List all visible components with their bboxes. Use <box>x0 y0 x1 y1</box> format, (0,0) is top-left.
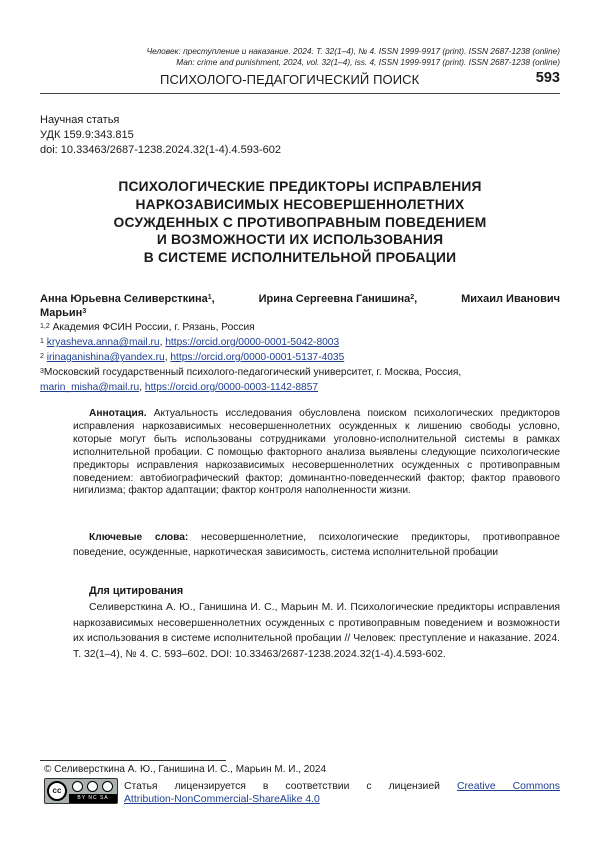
license-link-by-nc-sa[interactable]: Attribution-NonCommercial-ShareAlike 4.0 <box>124 794 320 805</box>
author-2: Ирина Сергеевна Ганишина2, <box>259 292 418 306</box>
header-divider <box>40 93 560 94</box>
contact-1: 1 kryasheva.anna@mail.ru, https://orcid.org/0000-0001-5042-8003 <box>40 335 560 350</box>
author-3-first: Михаил Иванович <box>461 292 560 306</box>
email-link-3[interactable]: marin_misha@mail.ru <box>40 382 139 393</box>
contact-3: marin_misha@mail.ru, https://orcid.org/0000-0003-1142-8857 <box>40 380 560 395</box>
license-link-cc[interactable]: Creative Commons <box>457 781 560 792</box>
orcid-link-3[interactable]: https://orcid.org/0000-0003-1142-8857 <box>145 382 318 393</box>
article-title <box>40 178 560 267</box>
author-1: Анна Юрьевна Селиверсткина1, <box>40 292 215 306</box>
abstract-text: Актуальность исследования обусловлена поиском психологических предикторов исправления наркозависимых несовершеннолетних осужденных к лишению свободы условно, которые могут быть использованы сотрудниками уголовно-исполнительной системы в рамках исполнительной пробации. С помощью факторного анализа выявлены следующие психологические предикторы исправления наркозависимых несовершеннолетних осужденных с противоправным поведением: автобиографический фактор; доминантно-поведенческий фактор; фактор правового нигилизма; фактор адаптации; фактор контроля наполненности жизни. <box>73 408 560 496</box>
cc-by-nc-sa-badge-icon[interactable] <box>44 778 118 804</box>
author-3-last: Марьин3 <box>40 306 560 320</box>
title-line: ОСУЖДЕННЫХ С ПРОТИВОПРАВНЫМ ПОВЕДЕНИЕМ <box>40 214 560 232</box>
title-line: В СИСТЕМЕ ИСПОЛНИТЕЛЬНОЙ ПРОБАЦИИ <box>40 249 560 267</box>
cc-icon: cc <box>47 781 67 801</box>
doi: doi: 10.33463/2687-1238.2024.32(1-4).4.593-602 <box>40 143 281 158</box>
journal-line-en: Man: crime and punishment, 2024, vol. 32(1–4), iss. 4, ISSN 1999-9917 (print). ISSN 2687-1238 (online) <box>40 57 560 68</box>
by-icon <box>72 781 83 792</box>
title-line: И ВОЗМОЖНОСТИ ИХ ИСПОЛЬЗОВАНИЯ <box>40 231 560 249</box>
affiliations <box>40 320 560 395</box>
keywords-label: Ключевые слова: <box>89 532 188 543</box>
article-type: Научная статья <box>40 113 281 128</box>
orcid-link-2[interactable]: https://orcid.org/0000-0001-5137-4035 <box>170 352 344 363</box>
authors <box>40 292 560 320</box>
license-text: Статья лицензируется в соответствии с лицензией <box>124 781 440 792</box>
section-title: ПСИХОЛОГО-ПЕДАГОГИЧЕСКИЙ ПОИСК <box>160 72 419 87</box>
affiliation-3: 3Московский государственный психолого-педагогический университет, г. Москва, Россия, <box>40 365 560 380</box>
abstract <box>73 408 560 498</box>
udc: УДК 159.9:343.815 <box>40 128 281 143</box>
citation-text: Селиверсткина А. Ю., Ганишина И. С., Марьин М. И. Психологические предикторы исправления наркозависимых несовершеннолетних осужденных с противоправным поведением и возможности их использования в системе исполнительной пробации // Человек: преступление и наказание. 2024. Т. 32(1–4), № 4. С. 593–602. DOI: 10.33463/2687-1238.2024.32(1-4).4.593-602. <box>73 600 560 662</box>
keywords-text: несовершеннолетние, психологические предикторы, противоправное поведение, осужденные, наркотическая зависимость, система исполнительной пробации <box>73 532 560 558</box>
article-meta <box>40 113 281 158</box>
nc-icon <box>87 781 98 792</box>
page-number: 593 <box>536 70 560 86</box>
email-link-2[interactable]: irinaganishina@yandex.ru <box>47 352 165 363</box>
email-link-1[interactable]: kryasheva.anna@mail.ru <box>47 337 160 348</box>
journal-info <box>40 46 560 67</box>
sa-icon <box>102 781 113 792</box>
title-line: ПСИХОЛОГИЧЕСКИЕ ПРЕДИКТОРЫ ИСПРАВЛЕНИЯ <box>40 178 560 196</box>
contact-2: 2 irinaganishina@yandex.ru, https://orcid.org/0000-0001-5137-4035 <box>40 350 560 365</box>
footer-divider <box>40 760 226 761</box>
orcid-link-1[interactable]: https://orcid.org/0000-0001-5042-8003 <box>165 337 339 348</box>
license-notice <box>124 780 560 806</box>
copyright: © Селиверсткина А. Ю., Ганишина И. С., Марьин М. И., 2024 <box>44 764 326 775</box>
keywords <box>73 530 560 560</box>
journal-line-ru: Человек: преступление и наказание. 2024. Т. 32(1–4), № 4. ISSN 1999-9917 (print). ISSN 2687-1238 (online) <box>40 46 560 57</box>
citation-heading: Для цитирования <box>89 585 183 597</box>
running-header <box>40 68 560 90</box>
title-line: НАРКОЗАВИСИМЫХ НЕСОВЕРШЕННОЛЕТНИХ <box>40 196 560 214</box>
affiliation-1-2: 1,2 Академия ФСИН России, г. Рязань, Россия <box>40 320 560 335</box>
abstract-label: Аннотация. <box>89 408 147 419</box>
badge-strip: BY NC SA <box>69 794 117 803</box>
